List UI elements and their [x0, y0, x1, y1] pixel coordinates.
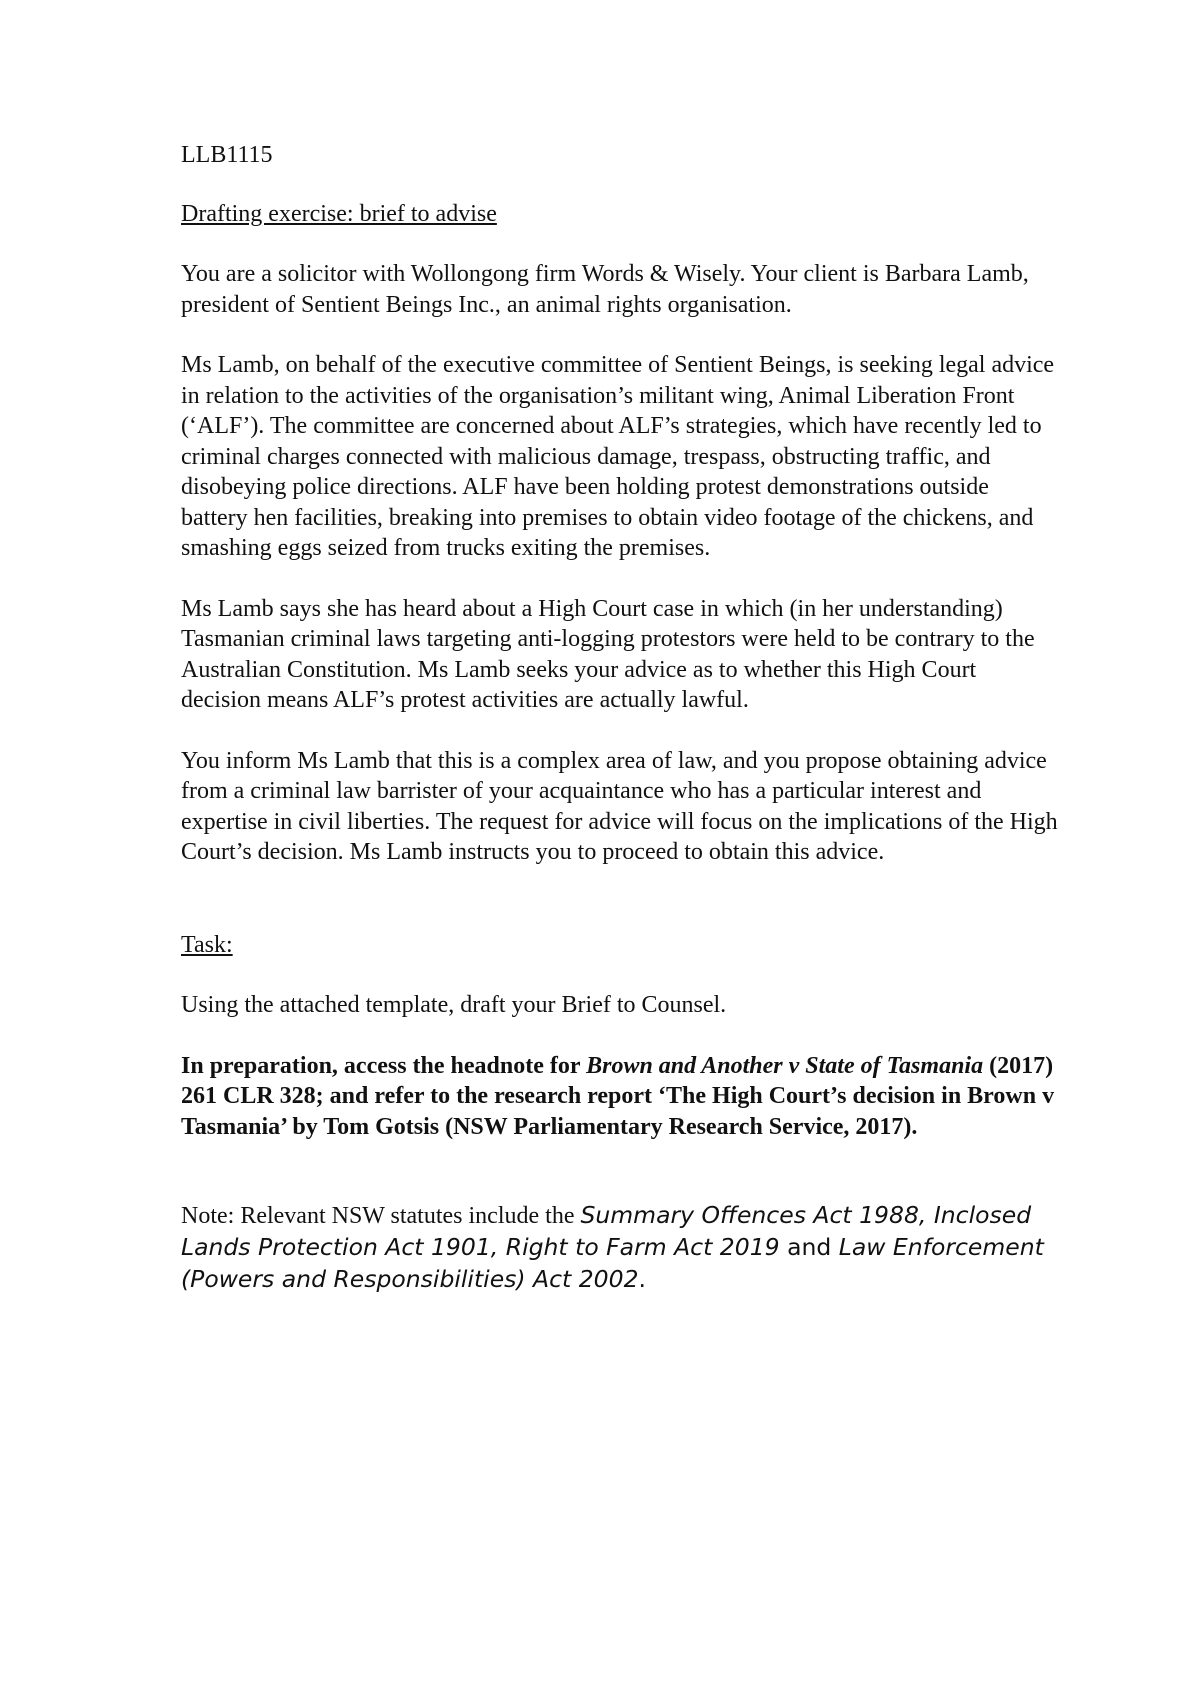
task-label: Task:	[181, 931, 233, 958]
preparation-instruction	[181, 1051, 1061, 1143]
paragraph-committee-concerns: Ms Lamb, on behalf of the executive committee of Sentient Beings, is seeking legal advice in relation to the activities of the organisation’s militant wing, Animal Liberation Front (‘ALF’). The committee are concerned about ALF’s strategies, which have recently led to criminal charges connected with malicious damage, trespass, obstructing traffic, and disobeying police directions. ALF have been holding protest demonstrations outside battery hen facilities, breaking into premises to obtain video footage of the chickens, and smashing eggs seized from trucks exiting the premises.	[181, 352, 1055, 561]
note-separator: ,	[918, 1201, 934, 1229]
case-name: Brown and Another v State of Tasmania	[586, 1052, 984, 1079]
preparation-lead: In preparation, access the headnote for	[181, 1052, 587, 1079]
statutes-note	[181, 1200, 1061, 1296]
act-right-to-farm: Right to Farm Act 2019	[505, 1233, 780, 1261]
course-code: LLB1115	[181, 142, 273, 168]
document-body	[181, 140, 1061, 1296]
task-instruction: Using the attached template, draft your Brief to Counsel.	[181, 992, 727, 1018]
act-summary-offences: Summary Offences Act 1988	[580, 1201, 919, 1229]
note-end: .	[638, 1265, 646, 1293]
note-lead: Note: Relevant NSW statutes include the	[181, 1203, 581, 1229]
note-and: and	[779, 1233, 839, 1261]
document-heading: Drafting exercise: brief to advise	[181, 200, 497, 227]
paragraph-high-court-case: Ms Lamb says she has heard about a High Court case in which (in her understanding) Tasmanian criminal laws targeting anti-logging protestors were held to be contrary to the Australian Constitution. Ms Lamb seeks your advice as to whether this High Court decision means ALF’s protest activities are actually lawful.	[181, 595, 1035, 713]
act-law-enforcement: Law Enforcement (Powers and Responsibilities) Act 2002	[181, 1233, 1044, 1293]
paragraph-barrister-advice: You inform Ms Lamb that this is a complex area of law, and you propose obtaining advice from a criminal law barrister of your acquaintance who has a particular interest and expertise in civil liberties. The request for advice will focus on the implications of the High Court’s decision. Ms Lamb instructs you to proceed to obtain this advice.	[181, 747, 1058, 865]
act-inclosed-lands: Inclosed Lands Protection Act 1901	[181, 1201, 1032, 1261]
note-separator: ,	[490, 1233, 506, 1261]
preparation-rest: (2017) 261 CLR 328; and refer to the research report ‘The High Court’s decision in Brown v Tasmania’ by Tom Gotsis (NSW Parliamentary Research Service, 2017).	[181, 1052, 1055, 1140]
paragraph-client-intro: You are a solicitor with Wollongong firm Words & Wisely. Your client is Barbara Lamb, president of Sentient Beings Inc., an animal rights organisation.	[181, 261, 1029, 318]
